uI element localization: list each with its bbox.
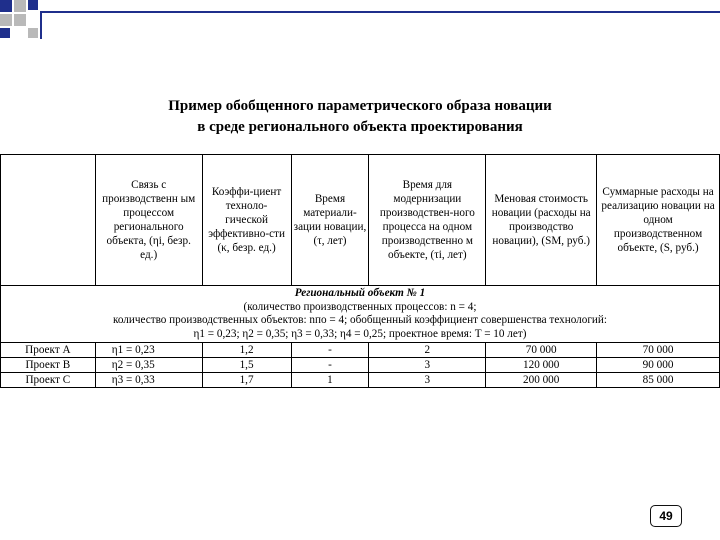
project-name: Проект С	[1, 373, 96, 388]
decor-square	[0, 0, 12, 12]
slide-title	[0, 96, 720, 138]
region-line: количество производственных объектов: nпо = 4; обобщенный коэффициент совершенства технологий:	[112, 314, 608, 326]
project-name: Проект А	[1, 343, 96, 358]
region-line: (количество производственных процессов: n = 4;	[243, 300, 477, 313]
decor-top-line	[40, 11, 720, 13]
eta-cell: η2 = 0,35	[95, 358, 202, 373]
tau-cell: 1	[291, 373, 369, 388]
tau-cell: -	[291, 343, 369, 358]
header-row	[1, 155, 720, 286]
region-row	[1, 286, 720, 343]
tau-i-cell: 3	[369, 373, 486, 388]
header-cell	[1, 155, 96, 286]
decor-square	[28, 0, 38, 10]
title-line-1: Пример обобщенного параметрического образа новации	[168, 98, 552, 114]
tau-i-cell: 3	[369, 358, 486, 373]
decor-square	[0, 28, 10, 38]
kappa-cell: 1,2	[202, 343, 291, 358]
header-cell: Связь с производственн ым процессом регионального объекта, (ηi, безр. ед.)	[95, 155, 202, 286]
sm-cell: 120 000	[486, 358, 597, 373]
decor-side-line	[40, 11, 42, 39]
region-cell	[1, 286, 720, 343]
region-line: η1 = 0,23; η2 = 0,35; η3 = 0,33; η4 = 0,25; проектное время: T = 10 лет)	[193, 327, 527, 340]
decor-square	[28, 28, 38, 38]
eta-cell: η3 = 0,33	[95, 373, 202, 388]
table-row	[1, 373, 720, 388]
s-cell: 85 000	[597, 373, 720, 388]
header-cell: Время материали-зации новации, (τ, лет)	[291, 155, 369, 286]
innovation-table	[0, 154, 720, 388]
title-line-2: в среде регионального объекта проектирования	[197, 119, 523, 135]
tau-i-cell: 2	[369, 343, 486, 358]
header-cell: Коэффи-циент техноло-гической эффективно-сти (κ, безр. ед.)	[202, 155, 291, 286]
s-cell: 90 000	[597, 358, 720, 373]
header-cell: Меновая стоимость новации (расходы на производство новации), (SM, руб.)	[486, 155, 597, 286]
project-name: Проект В	[1, 358, 96, 373]
s-cell: 70 000	[597, 343, 720, 358]
eta-cell: η1 = 0,23	[95, 343, 202, 358]
table-row	[1, 358, 720, 373]
kappa-cell: 1,7	[202, 373, 291, 388]
decor-square	[0, 14, 12, 26]
header-cell: Суммарные расходы на реализацию новации на одном производственном объекте, (S, руб.)	[597, 155, 720, 286]
kappa-cell: 1,5	[202, 358, 291, 373]
tau-cell: -	[291, 358, 369, 373]
decor-square	[14, 14, 26, 26]
decor-square	[14, 0, 26, 12]
header-cell: Время для модернизации производствен-ного процесса на одном производственно м объекте, (τi, лет)	[369, 155, 486, 286]
region-title: Региональный объект № 1	[294, 287, 426, 299]
table-row	[1, 343, 720, 358]
sm-cell: 200 000	[486, 373, 597, 388]
page-number: 49	[650, 505, 682, 527]
sm-cell: 70 000	[486, 343, 597, 358]
